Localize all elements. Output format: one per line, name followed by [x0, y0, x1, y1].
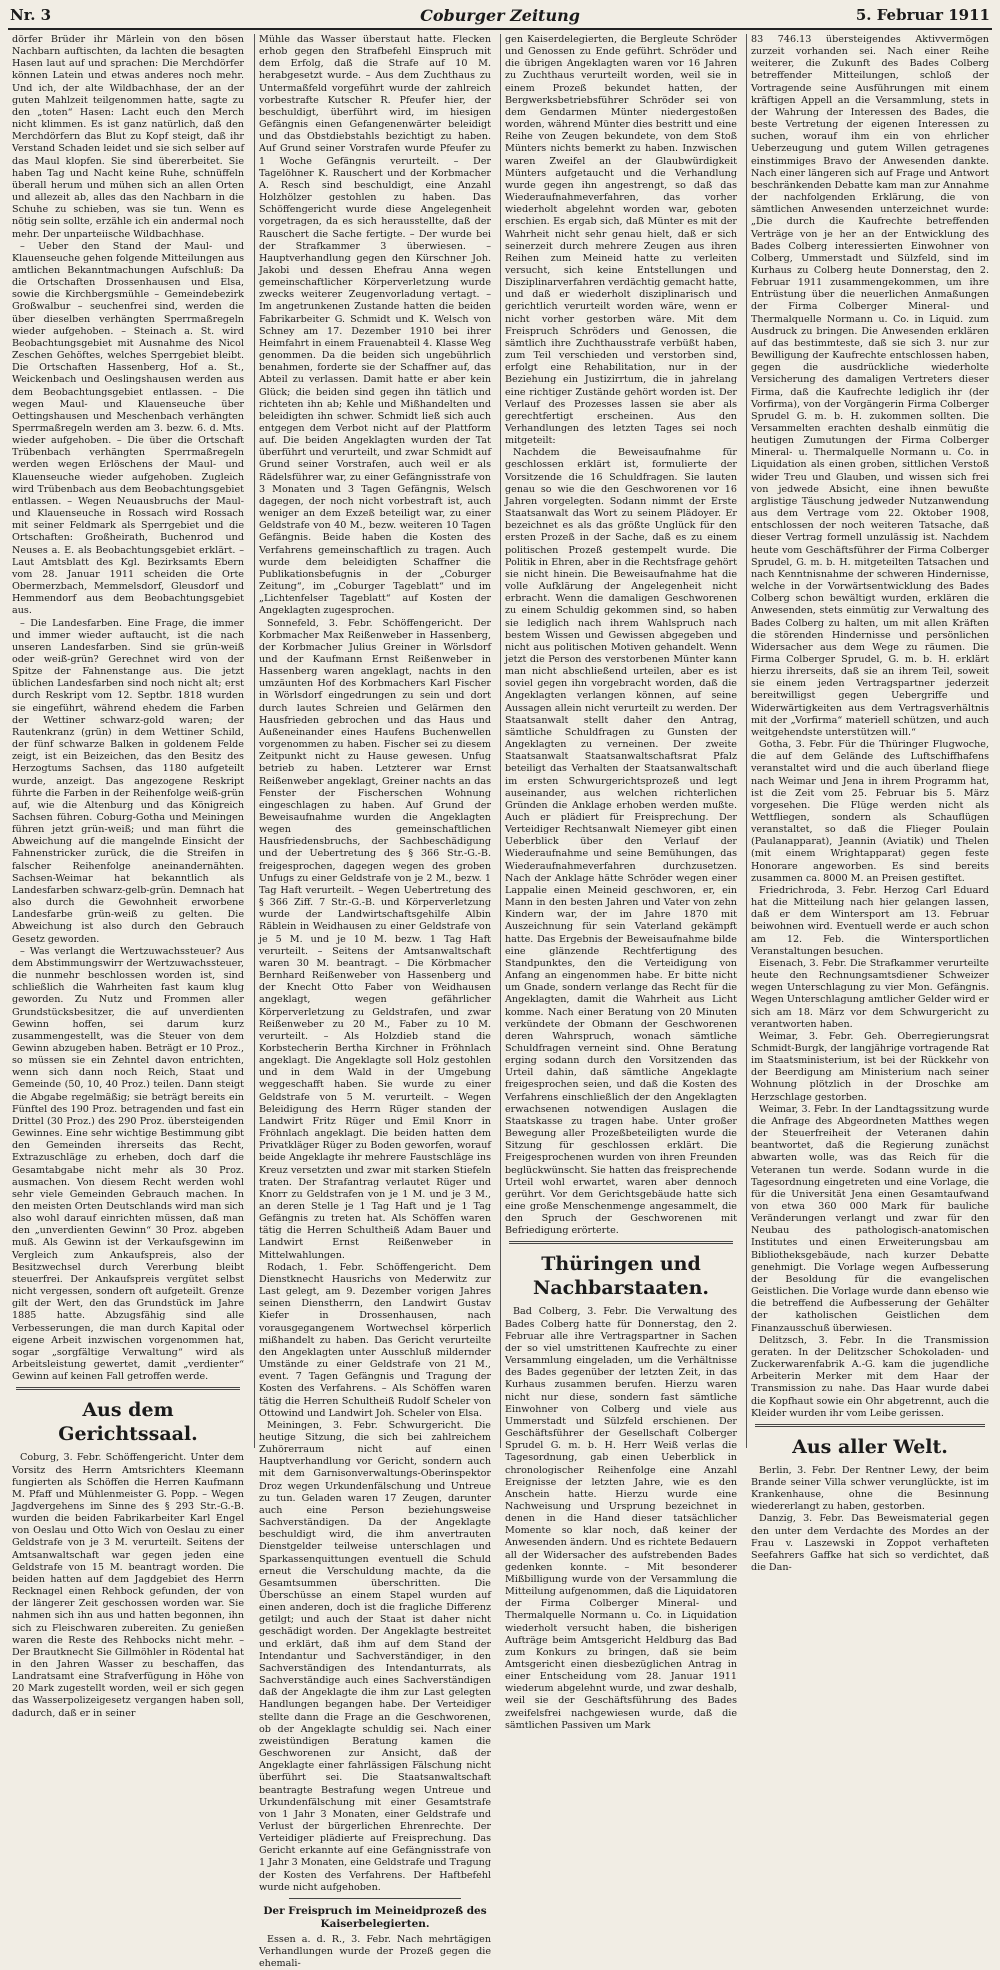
- divider: [289, 1898, 461, 1899]
- article-paragraph: Sonnefeld, 3. Febr. Schöffengericht. Der Korbmacher Max Reißenweber in Hassenberg, der Korbmacher Julius Greiner in Wörlsdorf und der Kaufmann Ernst Reißenweber in Hassenberg waren angeklagt, nachts in den umzäunten Hof des Korbmachers Karl Fischer in Wörlsdorf eingedrungen zu sein und dort durch lautes Schreien und Gelärmen den Hausfrieden gebrochen und das Haus und Außeneinander eines Haufens Buchenwellen vorgenommen zu haben. Fischer sei zu diesem Zeitpunkt nicht zu Hause gewesen. Unfug betrieb zu haben. Letzterer war Ernst Reißenweber angeklagt, Greiner nachts an das Fenster der Fischerschen Wohnung eingeschlagen zu haben. Auf Grund der Beweisaufnahme wurden die Angeklagten wegen des gemeinschaftlichen Hausfriedensbruchs, der Sachbeschädigung und der Uebertretung des § 366 Str.-G.-B. freigesprochen, dagegen wegen des groben Unfugs zu einer Geldstrafe von je 2 M., bezw. 1 Tag Haft verurteilt. – Wegen Uebertretung des § 366 Ziff. 7 Str.-G.-B. und Körperverletzung wurde der Landwirtschaftsgehilfe Albin Räblein in Weidhausen zu einer Geldstrafe von je 5 M. und je 10 M. bezw. 1 Tag Haft verurteilt. – Seitens der Amtsanwaltschaft waren 30 M. beantragt. – Die Körbmacher Bernhard Reißenweber von Hassenberg und der Knecht Otto Faber von Weidhausen angeklagt, wegen gefährlicher Körperverletzung zu Geldstrafen, und zwar Reißenweber zu 20 M., Faber zu 10 M. verurteilt. – Als Holzdieb stand die Korbstecherin Bertha Kirchner in Fröhnlach angeklagt. Die Angeklagte soll Holz gestohlen und in dem Wald in der Umgebung weggeschafft haben. Sie wurde zu einer Geldstrafe von 5 M. verurteilt. – Wegen Beleidigung des Herrn Rüger standen der Landwirt Fritz Rüger und Emil Knorr in Fröhnlach angeklagt. Die beiden hatten dem Privatkläger Rüger zu Boden geworfen, worauf beide Angeklagte ihr mehrere Faustschläge ins Kreuz versetzten und zwar mit starken Stiefeln traten. Der Strafantrag verlautet Rüger und Knorr zu Geldstrafen von je 1 M. und je 3 M., an deren Stelle je 1 Tag Haft und je 1 Tag Gefängnis zu treten hat. Als Schöffen waren tätig die Herren Schultheiß Adam Bauer und Landwirt Ernst Reißenweber in Mittelwahlungen.: [259, 617, 491, 1261]
- issue-date: 5. Februar 1911: [855, 6, 990, 24]
- article-paragraph: Rodach, 1. Febr. Schöffengericht. Dem Dienstknecht Hausrichs von Mederwitz zur Last gelegt, am 9. Dezember vorigen Jahres seinen Dienstherrn, den Landwirt Gustav Kiefer in Drossenhausen, nach vorausgegangenem Wortwechsel körperlich mißhandelt zu haben. Das Gericht verurteilte den Angeklagten unter Ausschluß mildernder Umstände zu einer Geldstrafe von 21 M., event. 7 Tagen Gefängnis und Tragung der Kosten des Verfahrens. – Als Schöffen waren tätig die Herren Schultheiß Rudolf Scheler von Ottowind und Landwirt Joh. Scheler von Elsa.: [259, 1261, 491, 1419]
- article-paragraph: Gotha, 3. Febr. Für die Thüringer Flugwoche, die auf dem Gelände des Luftschiffhafens veranstaltet wird und die auch überland fliege nach Weimar und Jena in ihrem Programm hat, ist die Zeit vom 25. Februar bis 5. März vorgesehen. Die Flüge werden nicht als Wettfliegen, sondern als Schauflügen veranstaltet, so daß die Flieger Poulain (Paulanapparat), Jeannin (Aviatik) und Thelen (mit einem Wrightapparat) gegen feste Honorare angeworben. Es sind bereits zusammen ca. 8000 M. an Preisen gestiftet.: [751, 739, 989, 884]
- article-paragraph: – Was verlangt die Wertzuwachssteuer? Aus dem Abstimmungswirr der Wertzuwachssteuer, die nunmehr beschlossen worden ist, sind schließlich die Wahrheiten fast kaum klug geworden. Zu Nutz und Frommen aller Grundstücksbesitzer, die auf unverdienten Gewinn hoffen, sei darum kurz zusammengestellt, was die Steuer von dem Gewinn abzugeben haben. Beträgt er 10 Proz., so müssen sie ein Zehntel davon entrichten, wenn sich dann noch Reich, Staat und Gemeinde (50, 10, 40 Proz.) teilen. Dann steigt die Abgabe regelmäßig; sie beträgt bereits ein Fünftel des 190 Proz. betragenden und fast ein Drittel (30 Proz.) des 290 Proz. übersteigenden Gewinnes. Eine sehr wichtige Bestimmung gibt den Gemeinden ihrerseits das Recht, Extrazuschläge zu erheben, doch darf die Gesamtabgabe nicht mehr als 30 Proz. ausmachen. Von diesem Recht werden wohl sehr viele Gemeinden Gebrauch machen. In den meisten Orten Deutschlands wird man sich also wohl darauf einrichten müssen, daß man den „unverdienten Gewinn“ 30 Proz. abgeben muß. Als Gewinn ist der Verkaufsgewinn im Vergleich zum Ankaufspreis, also der Besitzwechsel durch Vererbung bleibt steuerfrei. Der Ankaufspreis vergütet selbst nicht vergessen, sondern oft aufgeteilt. Grenze gilt der Wert, den das Grundstück im Jahre 1885 hatte. Abzugsfähig sind alle Verbesserungen, die man durch Kapital oder eigene Arbeit inzwischen vorgenommen hat, sogar „sorgfältige Verwaltung“ wird als Arbeitsleistung gewertet, damit „verdienter“ Gewinn auf keinen Fall getroffen werde.: [12, 945, 244, 1383]
- issue-number: Nr. 3: [10, 6, 52, 24]
- article-paragraph: Danzig, 3. Febr. Das Beweismaterial gegen den unter dem Verdachte des Mordes an der Frau v. Laszewski in Zoppot verhafteten Seefahrers Gaffke hat sich so verdichtet, daß die Dan-: [751, 1513, 989, 1574]
- article-paragraph: Weimar, 3. Febr. In der Landtagssitzung wurde die Anfrage des Abgeordneten Matthes wegen der Steuerfreiheit der Veteranen dahin beantwortet, daß die Regierung zunächst abwarten wolle, was das Reich für die Veteranen tun werde. Sodann wurde in die Tagesordnung eingetreten und eine Vorlage, die für die Universität Jena einen Gesamtaufwand von etwa 360 000 Mark für bauliche Veränderungen verlangt und zwar für den Neubau des pathologisch-anatomischen Institutes und einen Erweiterungsbau am Bibliotheksgebäude, nach kurzer Debatte genehmigt. Die Vorlage wegen Aufbesserung der Besoldung für die evangelischen Geistlichen. Die Vorlage wurde dann ebenso wie die betreffend die Aufbesserung der Gehälter der katholischen Geistlichen dem Finanzausschuß überwiesen.: [751, 1103, 989, 1334]
- divider: [755, 1424, 985, 1427]
- article-paragraph: Nachdem die Beweisaufnahme für geschlossen erklärt ist, formulierte der Vorsitzende die 16 Schuldfragen. Sie lauten genau so wie die den Geschworenen vor 16 Jahren vorgelegten. Sodann nimmt der Erste Staatsanwalt das Wort zu seinem Plädoyer. Er bezeichnet es als das größte Unglück für den ersten Prozeß in der Sache, daß es zu einem politischen Prozeß gestempelt wurde. Die Politik in Ehren, aber in die Rechtsfrage gehört sie nicht hinein. Die Beweisaufnahme hat die volle Aufklärung der Angelegenheit nicht erbracht. Wenn die damaligen Geschworenen zu einem Schuldig gekommen sind, so haben sie lediglich nach ihrem Wahlspruch nach bestem Wissen und Gewissen abgegeben und nicht aus politischen Motiven gehandelt. Wenn jetzt die Person des verstorbenen Münter kann man nicht abschließend urteilen, aber es ist soviel gegen ihn vorgebracht worden, daß die Angeklagten verlangen können, auf seine Aussagen allein nicht verurteilt zu werden. Der Staatsanwalt stellt daher den Antrag, sämtliche Schuldfragen zu Gunsten der Angeklagten zu verneinen. Der zweite Staatsanwalt Staatsanwaltschaftsrat Pfalz beteiligt das Verhalten der Staatsanwaltschaft im ersten Schwurgerichtsprozeß und legt auseinander, aus welchen richterlichen Gründen die Anklage erhoben werden mußte. Auch er plädiert für Freisprechung. Der Verteidiger Rechtsanwalt Niemeyer gibt einen Ueberblick über den Verlauf der Wiederaufnahme und seine Bemühungen, das Wiederaufnahmeverfahren durchzusetzen. Nach der Anklage hätte Schröder wegen einer Lappalie einen Meineid geschworen, er, ein Mann in den besten Jahren und Vater von zehn Kindern war, der im Jahre 1870 mit Auszeichnung für sein Vaterland gekämpft hatte. Das Ergebnis der Beweisaufnahme bilde eine glänzende Rechtfertigung des Standpunktes, den die Verteidigung von Anfang an eingenommen habe. Er bitte nicht um Gnade, sondern verlange das Recht für die Angeklagten, damit die Wahrheit aus Licht komme. Nach einer Beratung von 20 Minuten verkündete der Obmann der Geschworenen deren Wahrspruch, wonach sämtliche Schuldfragen verneint sind. Ohne Beratung erging sodann durch den Vorsitzenden das Urteil dahin, daß sämtliche Angeklagte freigesprochen seien, und daß die Kosten des Verfahrens einschließlich der den Angeklagten erwachsenen notwendigen Auslagen die Staatskasse zu tragen habe. Unter großer Bewegung aller Prozeßbeteiligten wurde die Sitzung für geschlossen erklärt. Die Freigesprochenen wurden von ihren Freunden beglückwünscht. Sie hatten das freisprechende Urteil wohl erwartet, waren aber dennoch gerührt. Vor dem Gerichtsgebäude hatte sich eine große Menschenmenge angesammelt, die den Spruch der Geschworenen mit Befriedigung erörterte.: [505, 447, 737, 1237]
- article-paragraph: Bad Colberg, 3. Febr. Die Verwaltung des Bades Colberg hatte für Donnerstag, den 2. Februar alle ihre Vertragspartner in Sachen der so viel umstrittenen Kaufrechte zu einer Versammlung eingeladen, um die Verhältnisse des Bades gegenüber der letzten Zeit, in das Kurhaus zusammen berufen. Hierzu waren nicht nur diese, sondern fast sämtliche Einwohner von Colberg und viele aus Ummerstadt und Sülzfeld erschienen. Der Geschäftsführer der Gesellschaft Colberger Sprudel G. m. b. H. Herr Weiß verlas die Tagesordnung, gab einen Ueberblick in chronologischer Reihenfolge eine Anzahl Ereignisse der letzten Jahre, wie es den Anschein hatte. Hierzu wurde eine Nachweisung und Ursprung bezeichnet in denen in die Hand dieser tatsächlicher Momente so klar noch, daß keiner der Anwesenden ändern. Und es richtete Bedauern all der Widersacher des aufstrebenden Bades gedenken konnte. – Mit besonderer Mißbilligung wurde von der Versammlung die Mitteilung aufgenommen, daß die Liquidatoren der Firma Colberger Mineral- und Thermalquelle Normann u. Co. in Liquidation wiederholt versucht haben, die bisherigen Aufträge beim Amtsgericht Heldburg das Bad zum Konkurs zu bringen, daß sie beim Amtsgericht einen diesbezüglichen Antrag in einer Entscheidung vom 28. Januar 1911 wiederum abgelehnt wurde, und zwar deshalb, weil sie der Geschäftsführung des Bades zweifelsfrei nachgewiesen wurde, daß die sämtlichen Passiven um Mark: [505, 1306, 737, 1731]
- divider: [16, 1387, 240, 1390]
- article-paragraph: Weimar, 3. Febr. Geh. Oberregierungsrat Schmidt-Burgk, der langjährige vortragende Rat im Staatsministerium, ist bei der Rückkehr von der Beerdigung am Ministerium nach seiner Wohnung plötzlich in der Droschke am Herzschlage gestorben.: [751, 1030, 989, 1103]
- article-paragraph: Mühle das Wasser überstaut hatte. Flecken erhob gegen den Strafbefehl Einspruch mit dem Erfolg, daß die Strafe auf 10 M. herabgesetzt wurde. – Aus dem Zuchthaus zu Untermaßfeld vorgeführt wurde der zahlreich vorbestrafte Kutscher R. Pfeufer hier, der beschuldigt, überführt wird, im hiesigen Gefängnis einen Gefangenenwärter beleidigt und das Obstdiebstahls bezichtigt zu haben. Auf Grund seiner Vorstrafen wurde Pfeufer zu 1 Woche Gefängnis verurteilt. – Der Tagelöhner K. Rauschert und der Korbmacher A. Resch sind beschuldigt, eine Anzahl Holzhölzer gestohlen zu haben. Das Schöffengericht wurde diese Angelegenheit vorgetragen, da es sich herausstellte, daß der Rauschert die Sache fertigte. – Der wurde bei der Strafkammer 3 überwiesen. – Hauptverhandlung gegen den Kürschner Joh. Jakobi und dessen Ehefrau Anna wegen gemeinschaftlicher Körperverletzung wurde zwecks weiterer Zeugenvorladung vertagt. – Im angetrunkenen Zustande hatten die beiden Fabrikarbeiter G. Schmidt und K. Welsch von Schney am 17. Dezember 1910 bei ihrer Heimfahrt in einem Frauenabteil 4. Klasse Weg genommen. Da die beiden sich ungebührlich benahmen, forderte sie der Schaffner auf, das Abteil zu verlassen. Damit hatte er aber kein Glück; die beiden sind gegen ihn tätlich und richteten ihn ab; Kehle und Mißhandelten und beleidigten ihn schwer. Schmidt ließ sich auch entgegen dem Verbot nicht auf der Plattform auf. Die beiden Angeklagten wurden der Tat überführt und verurteilt, und zwar Schmidt auf Grund seiner Vorstrafen, auch weil er als Rädelsführer war, zu einer Gefängnisstrafe von 3 Monaten und 3 Tagen Gefängnis, Welsch dagegen, der noch nicht vorbestraft ist, auch weniger an dem Exzeß beteiligt war, zu einer Geldstrafe von 40 M., bezw. weiteren 10 Tagen Gefängnis. Beide haben die Kosten des Verfahrens gemeinschaftlich zu tragen. Auch wurde dem beleidigten Schaffner die Publikationsbefugnis in der „Coburger Zeitung“, im „Coburger Tageblatt“ und im „Lichtenfelser Tageblatt“ auf Kosten der Angeklagten zugesprochen.: [259, 34, 491, 617]
- article-paragraph: Delitzsch, 3. Febr. In die Transmission geraten. In der Delitzscher Schokoladen- und Zuckerwarenfabrik A.-G. kam die jugendliche Arbeiterin Merker mit dem Haar der Transmission zu nahe. Das Haar wurde dabei die Kopfhaut sowie ein Ohr abgetrennt, auch die Kleider wurden ihr vom Leibe gerissen.: [751, 1334, 989, 1419]
- column-3: [500, 34, 741, 1731]
- column-1: [8, 34, 248, 1719]
- masthead: [8, 4, 992, 30]
- article-paragraph: gen Kaiserdelegierten, die Bergleute Schröder und Genossen zu Ende geführt. Schröder und die übrigen Angeklagten waren vor 16 Jahren zu Zuchthaus verurteilt worden, weil sie in einem Prozeß bekundet hatten, der Bergwerksbetriebsführer Schröder sei von dem Gendarmen Münter niedergestoßen worden, während Münter dies bestritt und eine Reihe von Zeugen bekundete, von dem Stoß Münters nichts bemerkt zu haben. Inzwischen waren Zweifel an der Glaubwürdigkeit Münters aufgetaucht und die Verhandlung wurde gegen ihn angestrengt, so daß das Wiederaufnahmeverfahren, das vorher wiederholt abgelehnt worden war, geboten erschien. Es ergab sich, daß Münter es mit der Wahrheit nicht sehr genau hielt, daß er sich seinerzeit durch mehrere Zeugen aus ihren Reihen zum Meineid hatte zu verleiten versucht, sich keine Entstellungen und Disziplinarverfahren verdächtig gemacht hatte, und daß er wiederholt disziplinarisch und gerichtlich verurteilt worden wäre, wenn er nicht vorher gestorben wäre. Mit dem Freispruch Schröders und Genossen, die sämtlich ihre Zuchthausstrafe verbüßt haben, zum Teil verschieden und verstorben sind, erfolgt eine Rehabilitation, nur in der Beziehung ein Justizirrtum, die in jahrelang eine richtiger Zustände gehört worden ist. Der Verlauf des Prozesses lassen sie aber als gerechtfertigt erscheinen. Aus den Verhandlungen des letzten Tages sei noch mitgeteilt:: [505, 34, 737, 447]
- article-paragraph: – Ueber den Stand der Maul- und Klauenseuche gehen folgende Mitteilungen aus amtlichen Bekanntmachungen Aufschluß: Da die Ortschaften Drossenhausen und Elsa, sowie die Kirchbergsmühle – Gemeindebezirk Großwalbur – seuchenfrei sind, werden die über dieselben verhängten Sperrmaßregeln wieder aufgehoben. – Steinach a. St. wird Beobachtungsgebiet mit Ausnahme des Nicol Zeschen Gehöftes, welches Sperrgebiet bleibt. Die Ortschaften Hassenberg, Hof a. St., Weickenbach und Oeslingshausen werden aus dem Beobachtungsgebiet entlassen. – Die wegen Maul- und Klauenseuche über Oettingshausen und Meschenbach verhängten Sperrmaßregeln werden am 3. bezw. 6. d. Mts. wieder aufgehoben. – Die über die Ortschaft Trübenbach verhängten Sperrmaßregeln werden wegen Erlöschens der Maul- und Klauenseuche wieder aufgehoben. Zugleich wird Trübenbach aus dem Beobachtungsgebiet entlassen. – Wegen Neuausbruchs der Maul- und Klauenseuche in Rossach wird Rossach mit seiner Feldmark als Sperrgebiet und die Ortschaften: Großheirath, Buchenrod und Neuses a. E. als Beobachtungsgebiet erklärt. – Laut Amtsblatt des Kgl. Bezirksamts Ebern vom 28. Januar 1911 scheiden die Orte Obermerzbach, Memmelsdorf, Gleusdorf und Hemmendorf aus dem Beobachtungsgebiet aus.: [12, 240, 244, 617]
- article-paragraph: Friedrichroda, 3. Febr. Herzog Carl Eduard hat die Mitteilung nach hier gelangen lassen, daß er dem Wintersport am 13. Februar beiwohnen wird. Eventuell werde er auch schon am 12. Feb. die Wintersportlichen Veranstaltungen besuchen.: [751, 884, 989, 957]
- article-paragraph: Eisenach, 3. Febr. Die Strafkammer verurteilte heute den Rechnungsamtsdiener Schweizer wegen Unterschlagung zu vier Mon. Gefängnis. Wegen Unterschlagung amtlicher Gelder wird er sich am 18. März vor dem Schwurgericht zu verantworten haben.: [751, 957, 989, 1030]
- article-paragraph: Essen a. d. R., 3. Febr. Nach mehrtägigen Verhandlungen wurde der Prozeß gegen die ehemali-: [259, 1933, 491, 1970]
- section-title-court: Aus dem Gerichtssaal.: [58, 1399, 198, 1446]
- columns: [8, 34, 992, 1970]
- section-title-thuringen: Thüringen und Nachbarstaaten.: [532, 1253, 710, 1300]
- section-title-world: Aus aller Welt.: [792, 1435, 948, 1458]
- article-paragraph: 83 746.13 übersteigendes Aktivvermögen zurzeit vorhanden sei. Nach einer Reihe weiterer, die Zukunft des Bades Colberg betreffender Mitteilungen, schloß der Vortragende seine Ausführungen mit einem kräftigen Appell an die Versammlung, stets in der Wahrung der Interessen des Bades, die beste Vertretung der eigenen Interessen zu suchen, worauf ihm ein von ehrlicher Ueberzeugung und gutem Willen getragenes einstimmiges Bravo der Anwesenden dankte. Nach einer längeren sich auf Frage und Antwort beschränkenden Debatte kam man zur Annahme der nachfolgenden Erklärung, die von sämtlichen Anwesenden unterzeichnet wurde: „Die durch die Kaufrechte betreffenden Verträge von je her an der Entwicklung des Bades Colberg interessierten Einwohner von Colberg, Ummerstadt und Sülzfeld, sind im Kurhaus zu Colberg heute Donnerstag, den 2. Februar 1911 zusammengekommen, um ihre Entrüstung über die neuerlichen Anmaßungen der Firma Colberger Mineral- und Thermalquelle Normann u. Co. in Liquid. zum Ausdruck zu bringen. Die Anwesenden erklären auf das bestimmteste, daß sie sich 3. nur zur Bewilligung der Kaufrechte entschlossen haben, gegen die ausdrückliche wiederholte Versicherung des damaligen Vertreters dieser Firma, daß die Kaufrechte lediglich ihr (der Vorfirma), von der Vorgängerin Firma Colberger Sprudel G. m. b. H. zukommen sollten. Die Versammelten erachten deshalb einmütig die heutigen Zumutungen der Firma Colberger Mineral- u. Thermalquelle Normann u. Co. in Liquidation als einen groben, sittlichen Verstoß wider Treu und Glauben, und wissen sich frei von jedwede Absicht, eine ihnen bewußte arglistige Täuschung jedweder Nutzanwendung aus dem Vertrage vom 22. Oktober 1908, entschlossen der noch weiteren Tatsache, daß dieser Vertrag formell unzulässig ist. Nachdem heute vom Geschäftsführer der Firma Colberger Sprudel, G. m. b. H. mitgeteilten Tatsachen und nach Kenntnisnahme der schweren Hindernisse, welche in der Vorwärtsentwicklung des Bades Colberg schon bewältigt wurden, erklären die Anwesenden, stets einmütig zur Verwaltung des Bades Colberg zu halten, um mit allen Kräften die störenden Hindernisse und persönlichen Widersacher aus dem Wege zu räumen. Die Firma Colberger Sprudel, G. m. b. H. erklärt hierzu ihrerseits, daß sie an ihrem Teil, soweit sie einem jeden Vertragspartner jederzeit bereitwilligst gegen Uebergriffe und Widerwärtigkeiten aus dem Vertragsverhältnis mit der „Vorfirma“ materiell schützen, und auch weitgehendste unterstützen will.“: [751, 34, 989, 738]
- column-2: [254, 34, 495, 1970]
- article-paragraph: Coburg, 3. Febr. Schöffengericht. Unter dem Vorsitz des Herrn Amtsrichters Kleemann fungierten als Schöffen die Herren Kaufmann M. Pfaff und Mühlenmeister G. Popp. – Wegen Jagdvergehens im Sinne des § 293 Str.-G.-B. wurden die beiden Fabrikarbeiter Karl Engel von Oeslau und Otto Wich von Oeslau zu einer Geldstrafe von je 3 M. verurteilt. Seitens der Amtsanwaltschaft war gegen jeden eine Geldstrafe von 15 M. beantragt worden. Die beiden hatten auf dem Jagdgebiet des Herrn Recknagel einen Rehbock gefunden, der von der längerer Zeit geschossen worden war. Sie nahmen sich ihn aus und hatten begonnen, ihn sich zu Fleischwaren zubereiten. Zu genießen waren die Reste des Rehbocks nicht mehr. – Der Brautknecht Sie Gillmöhler in Rödental hat in den Jahren Wasser zu beschaffen, das Landratsamt eine Strafverfügung in Höhe von 20 Mark zugestellt worden, weil er sich gegen das Wasserpolizeigesetz vergangen haben soll, dadurch, daß er in seiner: [12, 1452, 244, 1719]
- article-paragraph: – Die Landesfarben. Eine Frage, die immer und immer wieder auftaucht, ist die nach unseren Landesfarben. Sind sie grün-weiß oder weiß-grün? Gerechnet wird von der Spitze der Fahnenstange aus. Die jetzt üblichen Landesfarben sind noch nicht alt; erst durch Reskript vom 12. Septbr. 1818 wurden sie eingeführt, während ehedem die Farben der Wettiner schwarz-gold waren; der Rautenkranz (grün) in dem Wettiner Schild, der fünf schwarze Balken in goldenem Felde zeigt, ist ein Beizeichen, das den Besitz des Herzogtums Sachsen, das 1180 aufgeteilt wurde, anzeigt. Das angezogene Reskript führte die Farben in der Reihenfolge weiß-grün auf, wie die Altenburg und das Königreich Sachsen führen. Coburg-Gotha und Meiningen führen jetzt grün-weiß; und man führt die Abweichung auf die mangelnde Einsicht der Fahnenstricker zurück, die die Streifen in falscher Reihenfolge aneinandernähten. Sachsen-Weimar hat bekanntlich als Landesfarben schwarz-gelb-grün. Demnach hat also durch die Gewohnheit erworbene Landesfarbe grün-weiß zu gelten. Die Abweichung ist also durch den Gebrauch Gesetz geworden.: [12, 617, 244, 945]
- newspaper-title: Coburger Zeitung: [420, 6, 580, 25]
- column-4: [746, 34, 993, 1574]
- article-paragraph: dörfer Brüder ihr Märlein von den bösen Nachbarn auftischten, da lachten die besagten Hasen laut auf und sprachen: Die Merchdörfer können Latein und etwas anderes noch mehr. Und ich, der alte Wildbachhase, der an der guten Mahlzeit teilgenommen hatte, sagte zu den „toten“ Hasen: Lacht euch den Merch nicht klimmen. Es ist ganz natürlich, daß den Merchdörfern das Blut zu Kopf steigt, daß ihr Verstand Schaden leidet und sie sich selber auf das Maul klopfen. Sie sind übererbeitet. Sie haben Tag und Nacht keine Ruhe, schnüffeln überall herum und mühen sich an allen Orten und allezeit ab, alles das den Nachbarn in die Schuhe zu schieben, was sie tun. Wenn es nötig sein sollte, erzähle ich ein andermal noch mehr. Der unparteiische Wildbachhase.: [12, 34, 244, 240]
- divider: [509, 1241, 733, 1244]
- article-paragraph: Meiningen, 3. Febr. Schwurgericht. Die heutige Sitzung, die sich bei zahlreichem Zuhörerraum nicht auf einen Hauptverhandlung vor Gericht, sondern auch mit dem Garnisonverwaltungs-Oberinspektor Droz wegen Urkundenfälschung und Untreue zu tun. Geladen waren 17 Zeugen, darunter auch eine Person beziehungsweise Sachverständigen. Da der Angeklagte beschuldigt wird, die ihm anvertrauten Dienstgelder teilweise unterschlagen und Sparkassenquittungen eventuell die Schuld erneut die Verschuldung machte, da die Gesamtsummen überschritten. Die Überschüsse an einem Stapel wurden auf einen anderen, doch ist die fragliche Differenz getilgt; und auch der Staat ist daher nicht geschädigt worden. Der Angeklagte bestreitet und erklärt, daß ihm auf dem Stand der Intendantur und Sachverständiger, in den Sachverständigen des Intendanturrats, als Sachverständige auch eines Sachverständigen daß der Angeklagte die ihm zur Last gelegten Handlungen begangen habe. Der Verteidiger stellte dann die Frage an die Geschworenen, ob der Angeklagte schuldig sei. Nach einer zweistündigen Beratung kamen die Geschworenen zur Ansicht, daß der Angeklagte einer fahrlässigen Fälschung nicht überführt sei. Die Staatsanwaltschaft beantragte Bestrafung wegen Untreue und Urkundenfälschung mit einer Gesamtstrafe von 1 Jahr 3 Monaten, einer Geldstrafe und Verlust der bürgerlichen Ehrenrechte. Der Verteidiger plädierte auf Freisprechung. Das Gericht erkannte auf eine Gefängnisstrafe von 1 Jahr 3 Monaten, eine Geldstrafe und Tragung der Kosten des Verfahrens. Der Haftbefehl wurde nicht aufgehoben.: [259, 1419, 491, 1893]
- subheading-meineid: Der Freispruch im Meineidprozeß des Kaiserbelegierten.: [263, 1904, 487, 1930]
- article-paragraph: Berlin, 3. Febr. Der Rentner Lewy, der beim Brande seiner Villa schwer verunglückte, ist im Krankenhause, ohne die Besinnung wiedererlangt zu haben, gestorben.: [751, 1464, 989, 1513]
